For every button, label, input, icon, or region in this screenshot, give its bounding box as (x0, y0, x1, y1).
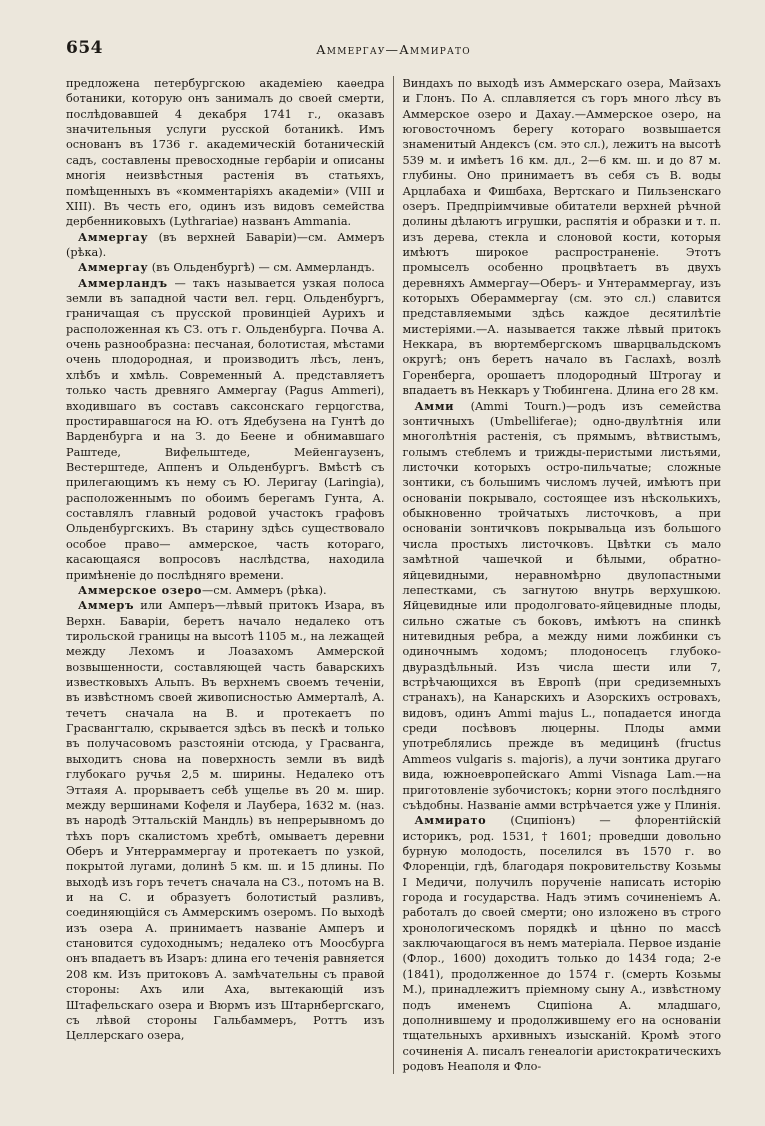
entry-headword: Аммергау (78, 260, 149, 275)
dictionary-entry (66, 230, 385, 261)
entry-text: —см. Аммеръ (рѣка). (201, 583, 327, 597)
text-columns (66, 76, 721, 1074)
page-header (66, 38, 721, 68)
entry-headword: Аммеръ (78, 598, 135, 613)
entry-text: — такъ называется узкая полоса земли въ западной части вел. герц. Ольденбургъ, граничащая съ прусской провинціей Аурихъ и расположенная къ СЗ. отъ г. Ольденбурга. Почва А. очень разнообразна: песчаная, болотистая, мѣстами очень плодородная, и производитъ лѣсъ, ленъ, хлѣбъ и хмѣль. Современный А. представляетъ только часть древняго Аммергау (Pagus Ammeri), входившаго въ составъ саксонскаго герцогства, простиравшагося на Ю. отъ Ядебузена на Гунтѣ до Варденбурга и на З. до Беене и обнимавшаго Раштеде, Вифельштеде, Мейенгаузенъ, Вестерштеде, Аппенъ и Ольденбургъ. Вмѣстѣ съ прилегающимъ къ нему съ Ю. Леригау (Laringia), расположеннымъ по обоимъ берегамъ Гунта, А. составлялъ главный родовой участокъ графовъ Ольденбургскихъ. Въ старину здѣсь существовало особое право— аммерское, часть котораго, касающаяся вопросовъ наслѣдства, находила примѣненіе до послѣдняго времени. (66, 276, 385, 582)
entry-text: Виндахъ по выходѣ изъ Аммерскаго озера, Майзахъ и Глонъ. По А. сплавляется съ горъ много лѣсу въ Аммерское озеро и Дахау.—Аммерское озеро, на юговосточномъ берегу котораго возвышается знаменитый Андексъ (см. это сл.), лежитъ на высотѣ 539 м. и имѣетъ 16 км. дл., 2—6 км. ш. и до 87 м. глубины. Оно принимаетъ въ себя съ В. воды Арцлабаха и Фишбаха, Вертскаго и Пильзенскаго озеръ. Предпріимчивые обитатели верхней рѣчной долины дѣлаютъ игрушки, распятія и образки и т. п. изъ дерева, стекла и слоновой кости, которыя имѣютъ широкое распространеніе. Этотъ промыселъ особенно процвѣтаетъ въ двухъ деревняхъ Аммергау—Оберъ- и Унтераммергау, изъ которыхъ Обераммергау (см. это сл.) славится представляемыми здѣсь каждое десятилѣтіе мистеріями.—А. называется также лѣвый притокъ Неккара, въ вюртембергскомъ шварцвальдскомъ округѣ; онъ беретъ начало въ Гаслахѣ, возлѣ Горенберга, орошаетъ плодородный Штрогау и впадаетъ въ Неккаръ у Тюбингена. Длина его 28 км. (402, 77, 721, 398)
entry-text: или Амперъ—лѣвый притокъ Изара, въ Верхн. Баваріи, беретъ начало недалеко отъ тирольской границы на высотѣ 1105 м., на лежащей между Лехомъ и Лоазахомъ Аммерской возвышенности, составляющей часть баварскихъ известковыхъ Альпъ. Въ верхнемъ своемъ теченіи, въ извѣстномъ своей живописностью Аммерталѣ, А. течетъ сначала на В. и протекаетъ по Грасвангталю, скрывается здѣсь въ пескѣ и только въ получасовомъ разстояніи отсюда, у Грасванга, выходитъ снова на поверхность земли въ видѣ глубокаго ручья 2,5 м. ширины. Недалеко отъ Эттаяя А. прорываетъ себѣ ущелье въ 20 м. шир. между вершинами Кофеля и Лаубера, 1632 м. (наз. въ народѣ Эттальскій Мандль) въ непрерывномъ до тѣхъ поръ скалистомъ хребтѣ, омываетъ деревни Оберъ и Унтерраммергау и протекаетъ по узкой, покрытой лугами, долинѣ 5 км. ш. и 15 длины. По выходѣ изъ горъ течетъ сначала на СЗ., потомъ на В. и на С. и образуетъ болотистый разливъ, соединяющійся съ Аммерскимъ озеромъ. По выходѣ изъ озера А. принимаетъ названіе Амперъ и становится судоходнымъ; недалеко отъ Моосбурга онъ впадаетъ въ Изаръ: длина его теченія равняется 208 км. Изъ притоковъ А. замѣчательны съ правой стороны: Ахъ или Аха, вытекающій изъ Штафельскаго озера и Вюрмъ изъ Штарнбергскаго, съ лѣвой стороны Гальбаммеръ, Роттъ изъ Целлерскаго озера, (66, 599, 385, 1043)
entry-headword: Аммирато (414, 813, 487, 828)
entry-text: (Сципіонъ) — флорентійскій историкъ, род. 1531, † 1601; проведши довольно бурную молодость, поселился въ 1570 г. во Флоренціи, гдѣ, благодаря покровительству Козьмы I Медичи, получилъ порученіе написать исторію города и государства. Надъ этимъ сочиненіемъ А. работалъ до своей смерти; оно изложено въ строго хронологическомъ порядкѣ и цѣнно по массѣ заключающагося въ немъ матеріала. Первое изданіе (Флор., 1600) доходитъ только до 1434 года; 2-е (1841), продолженное до 1574 г. (смерть Козьмы М.), принадлежитъ пріемному сыну А., извѣстному подъ именемъ Сципіона А. младшаго, дополнившему и продолжившему его на основаніи тщательныхъ архивныхъ изысканій. Кромѣ этого сочиненія А. писалъ генеалогіи аристократическихъ родовъ Неаполя и Фло- (402, 814, 722, 1073)
dictionary-entry (403, 399, 722, 814)
entry-text: предложена петербургскою академіею каѳедра ботаники, которую онъ занималъ до своей смерти, послѣдовавшей 4 декабря 1741 г., оказавъ значительныя услуги русской ботаникѣ. Имъ основанъ въ 1736 г. академическій ботаническій садъ, составлены превосходные гербаріи и описаны многія неизвѣстныя растенія въ статьяхъ, помѣщенныхъ въ «комментаріяхъ академіи» (VIII и XIII). Въ честь его, одинъ изъ видовъ семейства дербенниковыхъ (Lythrariae) названъ Ammania. (66, 77, 385, 229)
dictionary-entry (66, 598, 385, 1043)
left-column (66, 76, 394, 1074)
page-number: 654 (66, 38, 103, 58)
dictionary-entry (66, 260, 385, 275)
dictionary-entry (66, 276, 385, 583)
entry-headword: Амми (414, 398, 455, 413)
right-column (394, 76, 722, 1074)
entry-text: (въ Ольденбургѣ) — см. Аммерландъ. (148, 261, 375, 275)
dictionary-entry (66, 583, 385, 598)
entry-headword: Аммергау (78, 229, 149, 244)
dictionary-entry (403, 813, 722, 1074)
running-head: Аммергау—Аммирато (316, 42, 471, 57)
continued-paragraph (403, 76, 722, 399)
entry-headword: Аммерландъ (78, 275, 168, 290)
entry-text: (Ammi Tourn.)—родъ изъ семейства зонтичныхъ (Umbelliferae); одно-двулѣтнія или многолѣтнія растенія, съ прямымъ, вѣтвистымъ, голымъ стеблемъ и трижды-перистыми листьями, листочки которыхъ остро-пильчатые; сложные зонтики, съ большимъ числомъ лучей, имѣютъ при основаніи покрывало, состоящее изъ нѣсколькихъ, обыкновенно тройчатыхъ листочковъ, а при основаніи зонтичковъ покрывальца изъ большого числа простыхъ листочковъ. Цвѣтки съ мало замѣтной чашечкой и бѣлыми, обратно-яйцевидными, неравномѣрно двулопастными лепестками, съ загнутою внутрь верхушкою. Яйцевидные или продолговато-яйцевидные плоды, сильно сжатые съ боковъ, имѣютъ на спинкѣ нитевидныя ребра, а между ними ложбинки съ одиночнымъ ходомъ; плодоносецъ глубоко-двураздѣльный. Изъ числа шести или 7, встрѣчающихся въ Европѣ (при средиземныхъ странахъ), на Канарскихъ и Азорскихъ островахъ, видовъ, одинъ Ammi majus L., попадается иногда среди посѣвовъ люцерны. Плоды амми употреблялись прежде въ медицинѣ (fructus Ammeos vulgaris s. majoris), а лучи зонтика другаго вида, южноевропейскаго Ammi Visnaga Lam.—на приготовленіе зубочистокъ; корни этого послѣдняго съѣдобны. Названіе амми встрѣчается уже у Плинія. (402, 399, 721, 812)
continued-paragraph (66, 76, 385, 230)
entry-text: (въ верхней Баваріи)—см. Аммеръ (рѣка). (66, 230, 385, 259)
entry-headword: Аммерское озеро (78, 582, 202, 597)
